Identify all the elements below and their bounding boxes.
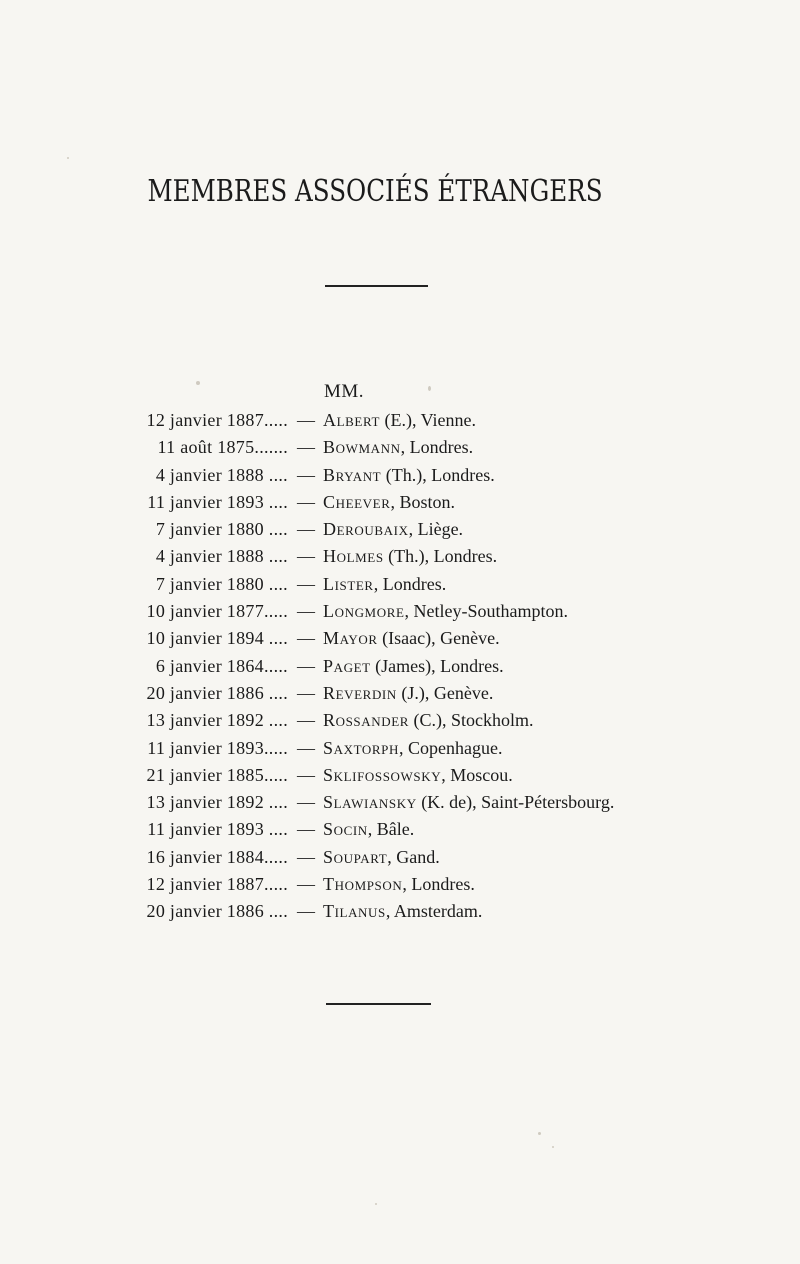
member-details: (Isaac), Genève. <box>377 628 500 649</box>
paper-speck <box>428 386 431 391</box>
member-details: (C.), Stockholm. <box>409 710 534 731</box>
member-election-date: 13 janvier 1892 .... <box>146 710 288 731</box>
member-election-date: 7 janvier 1880 .... <box>155 573 288 594</box>
member-row <box>0 735 800 762</box>
member-election-date: 13 janvier 1892 .... <box>146 792 288 813</box>
member-dash: — <box>297 874 315 895</box>
member-name <box>323 871 475 898</box>
member-name <box>323 516 463 543</box>
member-details: (Th.), Londres. <box>381 464 495 485</box>
member-surname: Lister <box>323 573 374 594</box>
member-surname: Sklifossowsky <box>323 764 442 785</box>
member-surname: Holmes <box>323 546 384 567</box>
member-details: (J.), Genève. <box>396 682 494 703</box>
page-title: MEMBRES ASSOCIÉS ÉTRANGERS <box>147 174 603 209</box>
member-details: , Netley-Southampton. <box>404 601 569 622</box>
member-dash: — <box>297 655 315 676</box>
member-details: , Boston. <box>390 491 455 512</box>
member-election-date: 11 janvier 1893 .... <box>147 491 288 512</box>
member-details: , Bâle. <box>367 819 415 840</box>
member-election-date: 21 janvier 1885..... <box>146 764 288 785</box>
member-name <box>323 489 455 516</box>
member-details: , Londres. <box>373 573 447 594</box>
member-details: , Gand. <box>387 846 440 867</box>
member-dash: — <box>297 901 315 922</box>
member-name <box>323 407 476 434</box>
member-details: , Liège. <box>408 519 464 540</box>
paper-speck <box>67 157 69 159</box>
member-row <box>0 816 800 843</box>
member-dash: — <box>297 437 315 458</box>
member-surname: Cheever <box>323 491 391 512</box>
members-list <box>0 407 800 926</box>
member-name <box>323 653 504 680</box>
member-dash: — <box>297 519 315 540</box>
member-name <box>323 735 502 762</box>
member-surname: Tilanus <box>323 901 386 922</box>
member-election-date: 12 janvier 1887..... <box>146 874 288 895</box>
member-dash: — <box>297 710 315 731</box>
member-surname: Deroubaix <box>323 519 409 540</box>
member-details: , Moscou. <box>441 764 513 785</box>
bottom-divider <box>326 1003 431 1005</box>
member-row <box>0 625 800 652</box>
member-details: (Th.), Londres. <box>383 546 498 567</box>
member-row <box>0 789 800 816</box>
member-election-date: 10 janvier 1877..... <box>146 601 288 622</box>
member-surname: Rossander <box>323 710 410 731</box>
member-row <box>0 462 800 489</box>
member-row <box>0 871 800 898</box>
member-dash: — <box>297 846 315 867</box>
member-name <box>323 816 414 843</box>
member-details: (E.), Vienne. <box>379 410 477 430</box>
member-election-date: 4 janvier 1888 .... <box>155 464 288 485</box>
member-name <box>323 462 495 489</box>
member-election-date: 4 janvier 1888 .... <box>155 546 288 567</box>
member-election-date: 6 janvier 1864..... <box>155 655 288 676</box>
member-row <box>0 543 800 570</box>
member-dash: — <box>297 737 315 758</box>
mm-label: MM. <box>324 381 365 402</box>
member-surname: Paget <box>323 655 371 676</box>
member-row <box>0 489 800 516</box>
paper-speck <box>538 1132 541 1135</box>
member-election-date: 10 janvier 1894 .... <box>146 628 288 649</box>
member-name <box>323 680 493 707</box>
member-election-date: 16 janvier 1884..... <box>146 846 288 867</box>
member-name <box>323 543 497 570</box>
paper-speck <box>196 381 200 385</box>
member-row <box>0 844 800 871</box>
member-row <box>0 898 800 925</box>
member-name <box>323 598 568 625</box>
member-details: (K. de), Saint-Pétersbourg. <box>416 792 615 813</box>
member-dash: — <box>297 628 315 649</box>
member-row <box>0 571 800 598</box>
member-name <box>323 707 534 734</box>
member-surname: Longmore <box>323 601 405 622</box>
member-surname: Bryant <box>323 464 382 485</box>
member-election-date: 20 janvier 1886 .... <box>146 901 288 922</box>
member-dash: — <box>297 819 315 840</box>
member-name <box>323 625 500 652</box>
member-row <box>0 598 800 625</box>
member-election-date: 11 janvier 1893..... <box>147 737 288 758</box>
member-surname: Socin <box>323 819 368 840</box>
member-surname: Soupart <box>323 846 388 867</box>
member-election-date: 11 janvier 1893 .... <box>147 819 288 840</box>
member-election-date: 20 janvier 1886 .... <box>146 682 288 703</box>
member-dash: — <box>297 764 315 785</box>
paper-speck <box>375 1203 377 1205</box>
member-dash: — <box>297 573 315 594</box>
member-surname: Thompson <box>323 874 403 895</box>
member-row <box>0 680 800 707</box>
member-dash: — <box>297 682 315 703</box>
member-row <box>0 407 800 434</box>
member-dash: — <box>297 491 315 512</box>
member-dash: — <box>297 792 315 813</box>
member-name <box>323 898 482 925</box>
member-election-date: 12 janvier 1887..... <box>146 410 288 430</box>
member-name <box>323 571 446 598</box>
member-details: , Amsterdam. <box>385 901 483 922</box>
member-name <box>323 789 614 816</box>
member-name <box>323 434 473 461</box>
member-surname: Mayor <box>323 628 378 649</box>
paper-speck <box>552 1146 554 1148</box>
member-row <box>0 653 800 680</box>
member-details: , Londres. <box>400 437 474 458</box>
member-surname: Saxtorph <box>323 737 399 758</box>
member-details: (James), Londres. <box>370 655 504 676</box>
member-dash: — <box>297 410 315 430</box>
member-surname: Albert <box>323 410 380 430</box>
member-row <box>0 516 800 543</box>
member-row <box>0 762 800 789</box>
member-surname: Reverdin <box>323 682 397 703</box>
member-dash: — <box>297 546 315 567</box>
member-election-date: 11 août 1875....... <box>157 437 288 458</box>
member-surname: Slawiansky <box>323 792 417 813</box>
member-row <box>0 707 800 734</box>
member-name <box>323 762 513 789</box>
member-election-date: 7 janvier 1880 .... <box>155 519 288 540</box>
member-details: , Copenhague. <box>398 737 503 758</box>
top-divider <box>325 285 428 287</box>
member-dash: — <box>297 601 315 622</box>
member-name <box>323 844 440 871</box>
member-surname: Bowmann <box>323 437 401 458</box>
member-row <box>0 434 800 461</box>
member-dash: — <box>297 464 315 485</box>
member-details: , Londres. <box>402 874 475 895</box>
